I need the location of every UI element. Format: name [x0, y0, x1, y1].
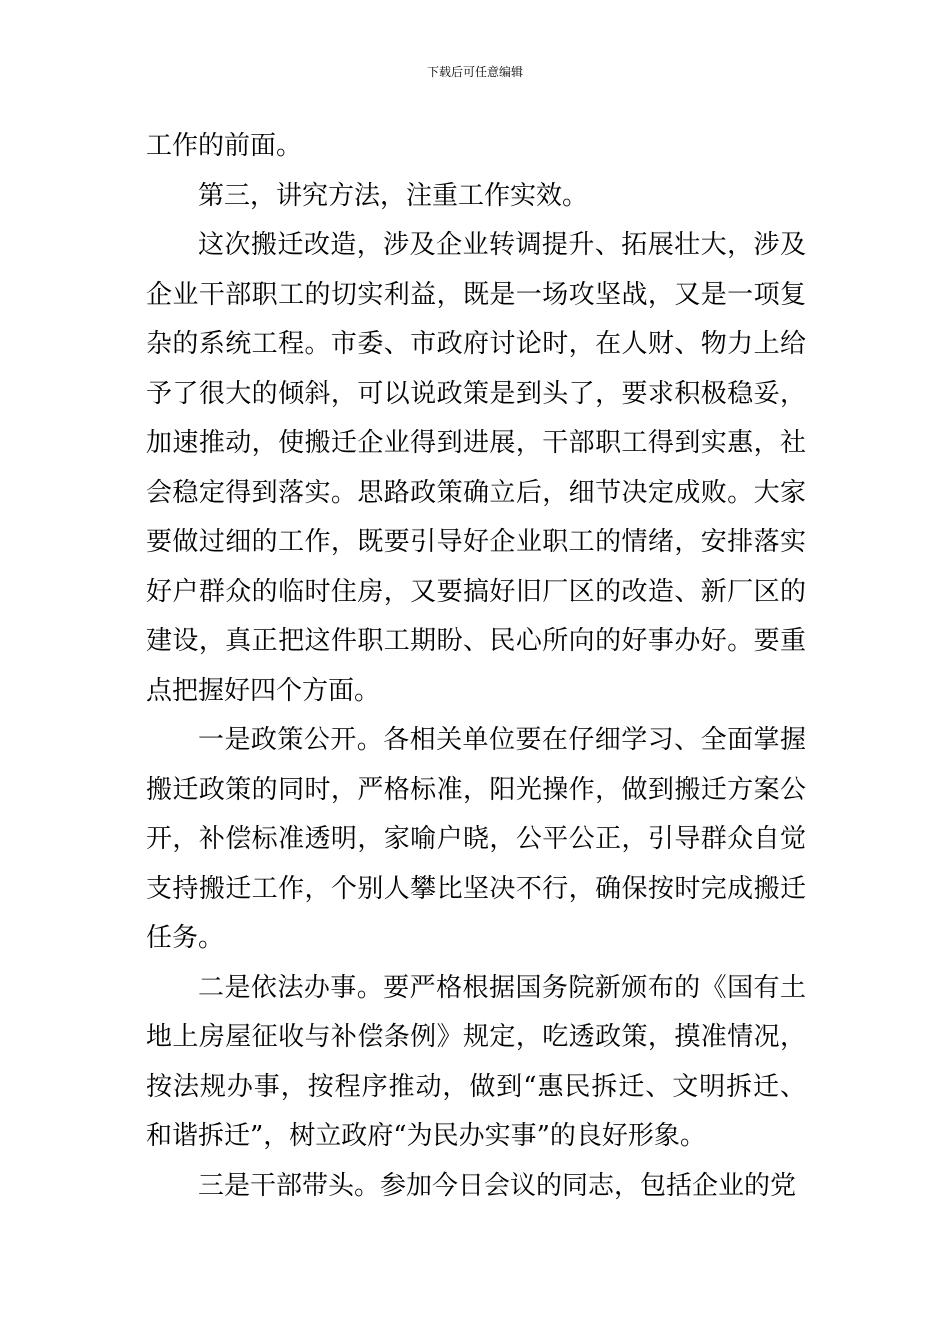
paragraph-relocation-overview: 这次搬迁改造，涉及企业转调提升、拓展壮大，涉及企业干部职工的切实利益，既是一场攻坚战，又是一项复杂的系统工程。市委、市政府讨论时，在人财、物力上给予了很大的倾斜，可以说政策是到头了，要求积极稳妥，加速推动，使搬迁企业得到进展，干部职工得到实惠，社会稳定得到落实。思路政策确立后，细节决定成败。大家要做过细的工作，既要引导好企业职工的情绪，安排落实好户群众的临时住房，又要搞好旧厂区的改造、新厂区的建设，真正把这件职工期盼、民心所向的好事办好。要重点把握好四个方面。 [146, 230, 806, 706]
paragraph-cadre-leadership: 三是干部带头。参加今日会议的同志，包括企业的党 [198, 1170, 797, 1201]
paragraph-continuation: 工作的前面。 [146, 131, 303, 161]
paragraph-section-heading: 第三，讲究方法，注重工作实效。 [198, 180, 589, 211]
paragraph-policy-openness: 一是政策公开。各相关单位要在仔细学习、全面掌握搬迁政策的同时，严格标准，阳光操作，做到搬迁方案公开，补偿标准透明，家喻户晓，公平公正，引导群众自觉支持搬迁工作，个别人攀比坚决不行，确保按时完成搬迁任务。 [146, 725, 806, 953]
page-header-note: 下载后可任意编辑 [426, 65, 523, 79]
document-body [146, 122, 806, 1211]
paragraph-lawful-conduct: 二是依法办事。要严格根据国务院新颁布的《国有土地上房屋征收与补偿条例》规定，吃透政策，摸准情况，按法规办事，按程序推动，做到“惠民拆迁、文明拆迁、和谐拆迁”，树立政府“为民办实事”的良好形象。 [146, 972, 806, 1151]
